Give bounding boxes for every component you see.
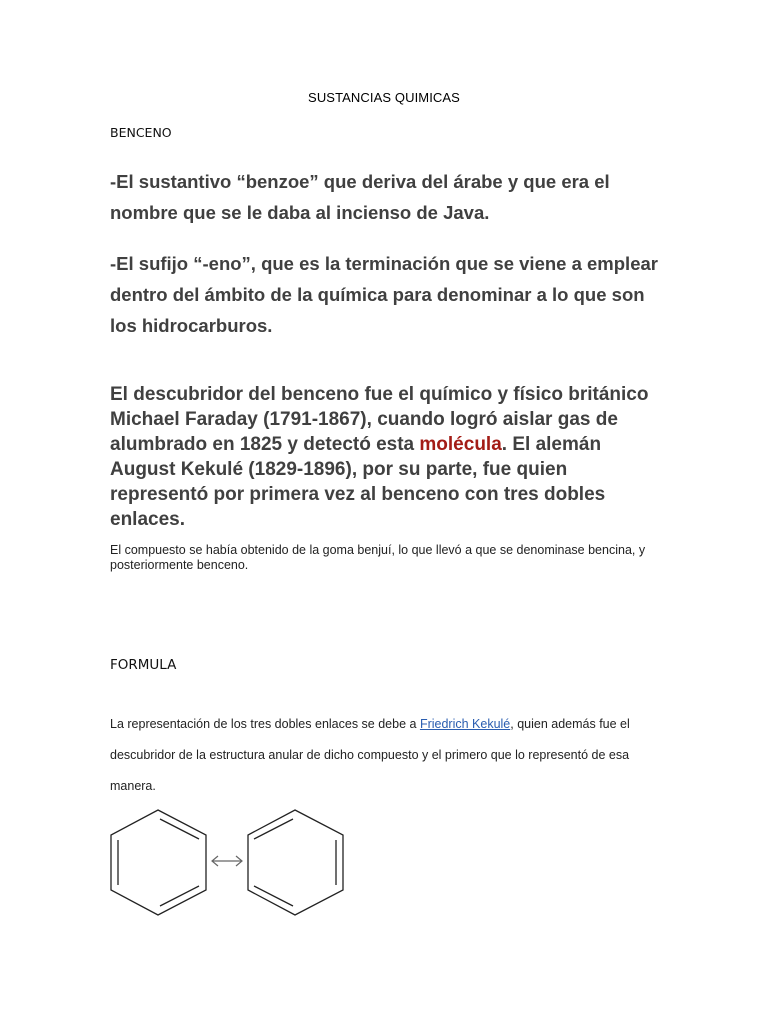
highlight-molecula: molécula — [419, 434, 502, 455]
paragraph-representacion-text-1: La representación de los tres dobles enlaces se debe a — [110, 717, 420, 731]
section-heading-formula: FORMULA — [110, 657, 177, 673]
benzene-ring-left — [111, 810, 206, 915]
paragraph-descubridor-text-1: El descubridor del benceno fue el químico y físico británico Michael Faraday (1791-1867), cuando logró aislar gas de alumbrado en 1825 y detectó esta — [110, 384, 649, 455]
paragraph-benzoe: -El sustantivo “benzoe” que deriva del árabe y que era el nombre que se le daba al incienso de Java. — [110, 171, 610, 223]
document-title: SUSTANCIAS QUIMICAS — [308, 90, 460, 105]
section-heading-benceno: BENCENO — [110, 125, 172, 140]
paragraph-compuesto: El compuesto se había obtenido de la goma benjuí, lo que llevó a que se denominase bencina, y posteriormente benceno. — [110, 543, 646, 572]
benzene-ring-right — [248, 810, 343, 915]
paragraph-sufijo: -El sufijo “-eno”, que es la terminación que se viene a emplear dentro del ámbito de la química para denominar a lo que son los hidrocarburos. — [110, 253, 658, 336]
link-friedrich-kekule[interactable]: Friedrich Kekulé — [419, 717, 511, 731]
benzene-resonance-diagram — [108, 808, 348, 920]
paragraph-descubridor-text-2: . El alemán August Kekulé (1829-1896), por su parte, fue quien representó por primera vez al benceno con tres dobles enlaces. — [110, 434, 606, 530]
paragraph-representacion — [110, 709, 650, 802]
paragraph-descubridor — [110, 382, 670, 532]
paragraph-representacion-text-2: , quien además fue el descubridor de la estructura anular de dicho compuesto y el primero que lo representó de esa manera. — [110, 717, 630, 793]
resonance-arrow — [212, 856, 242, 866]
